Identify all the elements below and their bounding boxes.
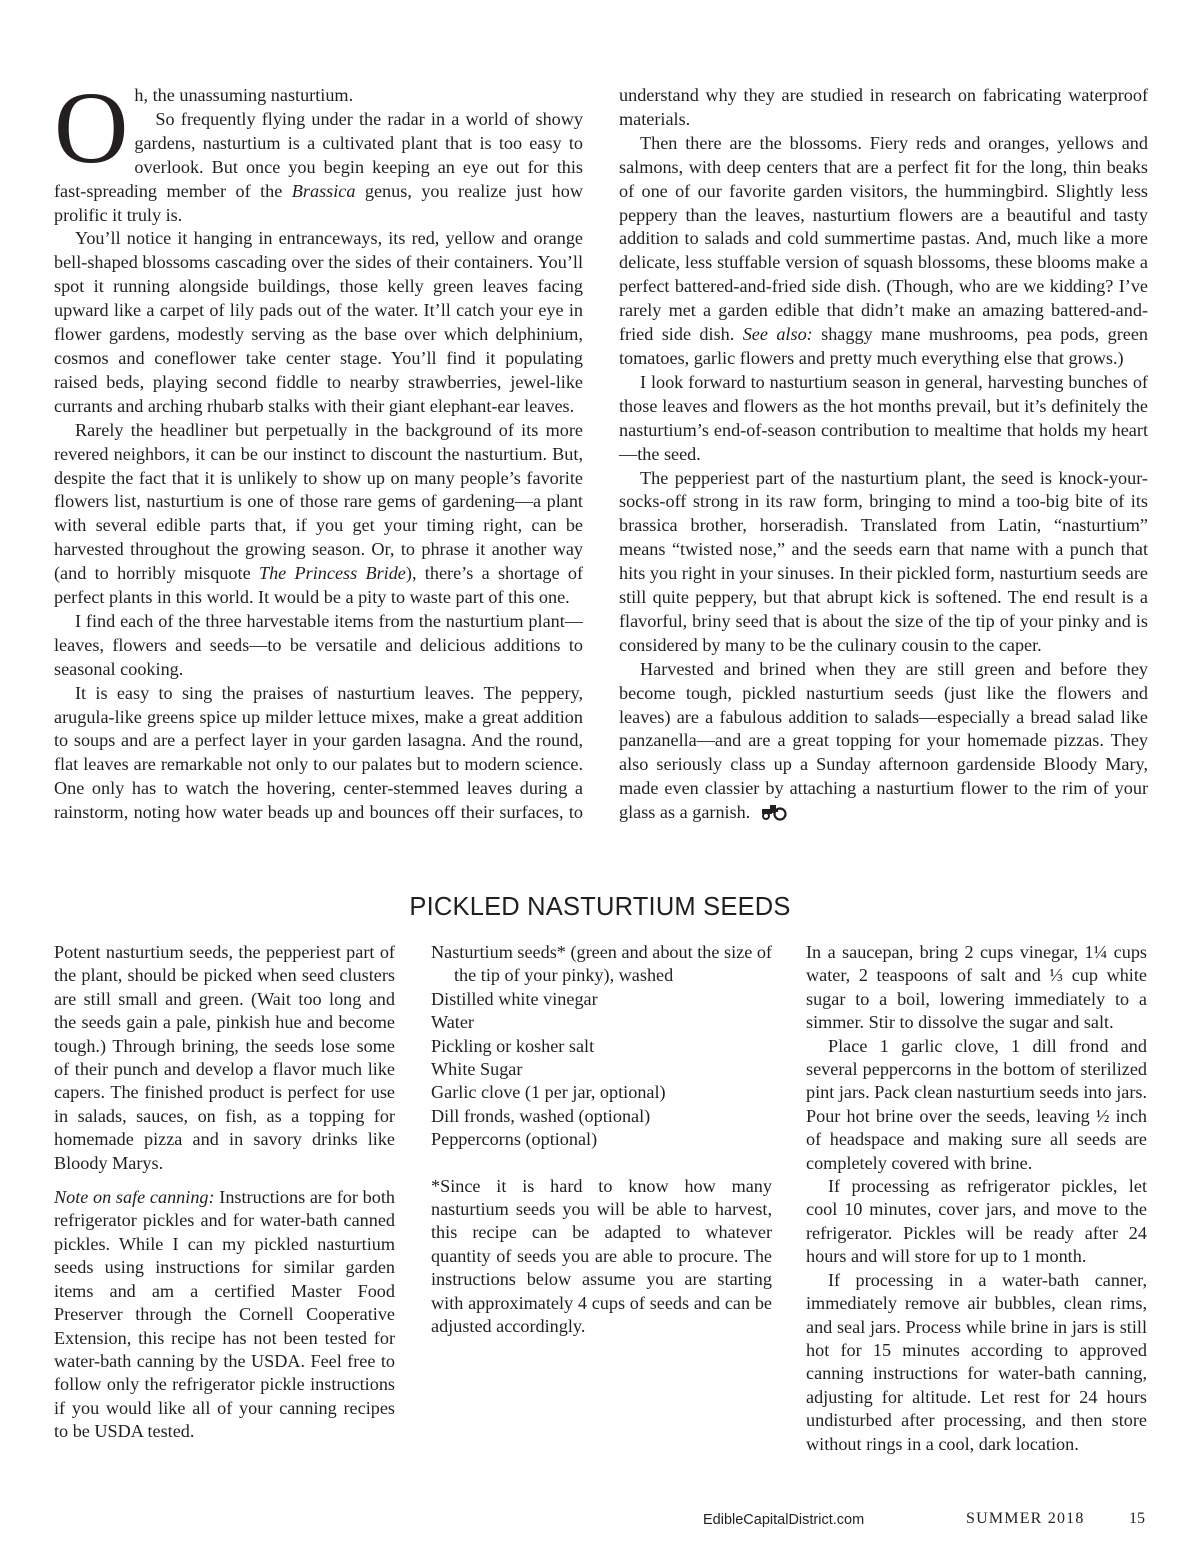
article-paragraph: Oh, the unassuming nasturtium. <box>54 71 354 185</box>
page-number: 15 <box>1129 1510 1145 1527</box>
article-paragraph: You’ll notice it hanging in entranceways, its red, yellow and orange bell-shaped blossoms cascading over the sides of their containers. You’ll spot it running alongside buildings, those kelly green leaves facing upward like a carpet of lily pads out of the water. It’ll catch your eye in flower gardens, modestly serving as the base over which delphinium, cosmos and coneflower take center stage. You’ll find it populating raised beds, playing second fiddle to nearby strawberries, jewel-like currants and arching rhubarb stalks with their giant elephant-ear leaves. <box>54 228 583 416</box>
italic-term: The Princess Bride <box>258 563 406 584</box>
ingredients-column <box>431 941 772 1339</box>
instruction-step: If processing in a water-bath canner, immediately remove air bubbles, clean rims, and seal jars. Process while brine in jars is still hot for 15 minutes according to approved canning instructions for water-bath canning, adjusting for altitude. Let rest for 24 hours undisturbed after processing, and then store without rings in a cool, dark location. <box>806 1269 1147 1454</box>
recipe-title: PICKLED NASTURTIUM SEEDS <box>409 893 791 921</box>
ingredient-item: Dill fronds, washed (optional) <box>431 1105 651 1126</box>
tractor-icon <box>760 803 788 821</box>
ingredient-item: White Sugar <box>431 1059 523 1080</box>
ingredient-item: Peppercorns (optional) <box>431 1129 598 1150</box>
article-paragraph: It is easy to sing the praises of nasturtium leaves. The peppery, arugula-like greens spice up milder lettuce mixes, make a great addition to soups and are a perfect layer in your garden lasagna. And the round, flat leaves are remarkable not only to our palates but to modern science. One only has to watch the hovering, center-stemmed leaves during a rainstorm, noting how water beads up and bounces off their surfaces, to understand why they are studied in research on fabricating waterproof materials. <box>54 85 1148 823</box>
italic-term: Brassica <box>291 180 356 201</box>
article-paragraph: I look forward to nasturtium season in general, harvesting bunches of those leaves and flowers as the hot months prevail, but it’s definitely the nasturtium’s end-of-season contribution to mealtime that holds my heart—the seed. <box>619 371 1148 464</box>
article-paragraph: So frequently flying under the radar in a world of showy gardens, nasturtium is a cultivated plant that is too easy to overlook. But once you begin keeping an eye out for this fast-spreading member of the Brassica genus, you realize just how prolific it truly is. <box>54 108 583 225</box>
article-paragraph: I find each of the three harvestable items from the nasturtium plant—leaves, flowers and seeds—to be versatile and delicious additions to seasonal cooking. <box>54 610 583 679</box>
ingredient-item: Distilled white vinegar <box>431 988 598 1009</box>
ingredient-item: Pickling or kosher salt <box>431 1035 595 1056</box>
canning-note: Note on safe canning: Instructions are for both refrigerator pickles and for water-bath canned pickles. While I can my pickled nasturtium seeds using instructions for similar garden items and am a certified Master Food Preserver through the Cornell Cooperative Extension, this recipe has not been tested for water-bath canning by the USDA. Feel free to follow only the refrigerator pickle instructions if you would like all of your canning recipes to be USDA tested. <box>54 1187 395 1442</box>
article-paragraph: Then there are the blossoms. Fiery reds and oranges, yellows and salmons, with deep centers that are a perfect fit for the long, thin beaks of one of our favorite garden visitors, the hummingbird. Slightly less peppery than the leaves, nasturtium flowers are a beautiful and tasty addition to salads and cold summertime pastas. And, much like a more delicate, less stuffable version of squash blossoms, these blooms make a perfect battered-and-fried side dish. (Though, who are we kidding? I’ve rarely met a garden edible that didn’t make an amazing battered-and-fried side dish. See also: shaggy mane mushrooms, pea pods, green tomatoes, garlic flowers and pretty much everything else that grows.) <box>619 132 1148 368</box>
article-paragraph-last: Harvested and brined when they are still green and before they become tough, pickled nasturtium seeds (just like the flowers and leaves) are a fabulous addition to salads—especially a bread salad like panzanella—and are a great topping for your homemade pizzas. They also seriously class up a Sunday afternoon gardenside Bloody Mary, made even classier by attaching a nasturtium flower to the rim of your glass as a garnish. <box>619 658 1148 823</box>
ingredient-item: Nasturtium seeds* (green and about the size of the tip of your pinky), washed <box>431 942 772 986</box>
footer-website: EdibleCapitalDistrict.com <box>703 1512 865 1528</box>
instruction-step: Place 1 garlic clove, 1 dill frond and several peppercorns in the bottom of sterilized pint jars. Pack clean nasturtium seeds into jars. Pour hot brine over the seeds, leaving ½ inch of headspace and making sure all seeds are completely covered with brine. <box>806 1035 1147 1173</box>
ingredient-footnote: *Since it is hard to know how many nasturtium seeds you will be able to harvest, this recipe can be adapted to whatever quantity of seeds you are able to procure. The instructions below assume you are starting with approximately 4 cups of seeds and can be adjusted accordingly. <box>431 1175 772 1337</box>
footer-issue: SUMMER 2018 <box>966 1510 1085 1527</box>
ingredient-item: Water <box>431 1012 474 1033</box>
article-paragraph: Rarely the headliner but perpetually in the background of its more revered neighbors, it can be our instinct to discount the nasturtium. But, despite the fact that it is unlikely to show up on many people’s favorite flowers list, nasturtium is one of those rare gems of gardening—a plant with several edible parts that, if you get your timing right, can be harvested throughout the growing season. Or, to phrase it another way (and to horribly misquote The Princess Bride), there’s a shortage of perfect plants in this world. It would be a pity to waste part of this one. <box>54 419 584 608</box>
instruction-step: In a saucepan, bring 2 cups vinegar, 1¼ cups water, 2 teaspoons of salt and ⅓ cup white sugar to a boil, lowering immediately to a simmer. Stir to dissolve the sugar and salt. <box>806 942 1147 1033</box>
note-label: Note on safe canning: <box>54 1187 215 1208</box>
article-paragraph: The pepperiest part of the nasturtium plant, the seed is knock-your-socks-off strong in its raw form, bringing to mind a too-big bite of its brassica brother, horseradish. Translated from Latin, “nasturtium” means “twisted nose,” and the seeds earn that name with a punch that hits you right in your sinuses. In their pickled form, nasturtium seeds are still quite peppery, but that abrupt kick is softened. The end result is a flavorful, briny seed that is about the size of the tip of your pinky and is considered by many to be the culinary cousin to the caper. <box>619 467 1148 655</box>
recipe-intro: Potent nasturtium seeds, the pepperiest part of the plant, should be picked when seed clusters are still small and green. (Wait too long and the seeds gain a pale, pinkish hue and become tough.) Through brining, the seeds lose some of their punch and develop a flavor much like capers. The finished product is perfect for use in salads, sauces, on fish, as a topping for homemade pizza and in savory drinks like Bloody Marys. <box>54 942 395 1173</box>
recipe-intro-column <box>54 941 395 1444</box>
ingredient-item: Garlic clove (1 per jar, optional) <box>431 1082 666 1103</box>
instruction-step: If processing as refrigerator pickles, let cool 10 minutes, cover jars, and move to the refrigerator. Pickles will be ready after 24 hours and will store for up to 1 month. <box>806 1176 1147 1267</box>
italic-term: See also: <box>742 324 813 345</box>
drop-cap: O <box>54 71 129 185</box>
article-body <box>54 71 1148 856</box>
instructions-column <box>806 941 1147 1456</box>
